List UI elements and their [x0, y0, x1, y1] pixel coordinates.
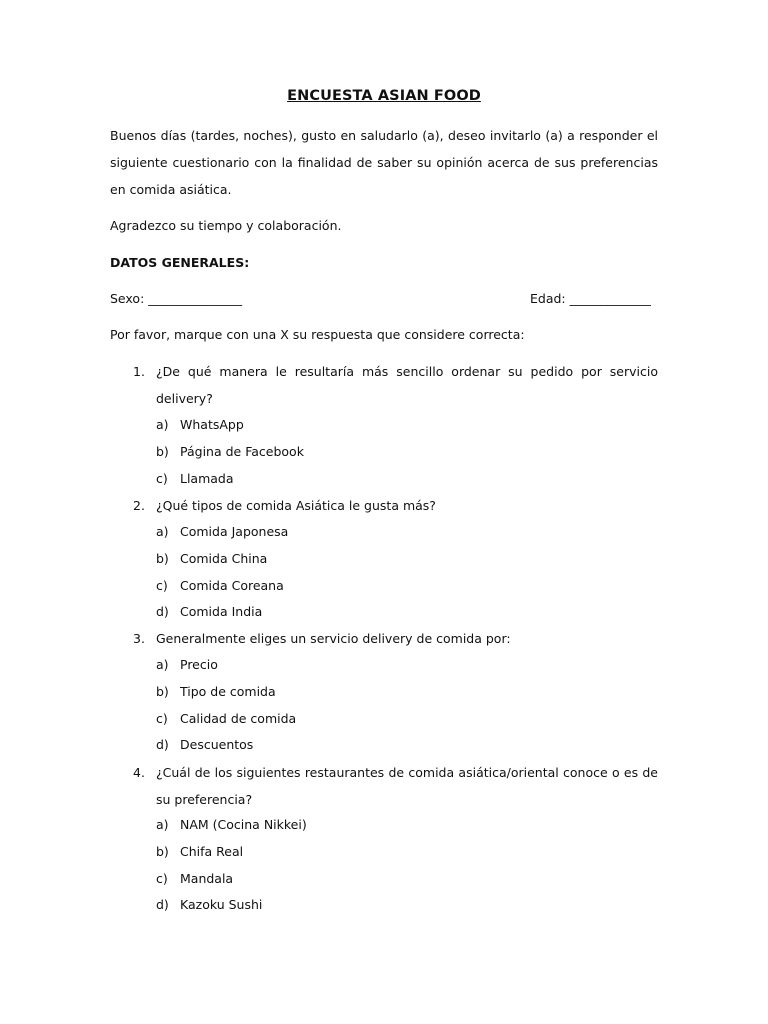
option-text: Comida India — [180, 604, 263, 619]
option-letter: a) — [156, 417, 169, 432]
intro-paragraph: Buenos días (tardes, noches), gusto en saludarlo (a), deseo invitarlo (a) a responder el siguiente cuestionario con la finalidad de saber su opinión acerca de sus preferencias en comida asiática. — [110, 128, 658, 197]
option-letter: c) — [156, 578, 168, 593]
option-text: Descuentos — [180, 737, 254, 752]
question-number: 1. — [133, 364, 145, 379]
document-title: ENCUESTA ASIAN FOOD — [287, 88, 481, 104]
option-letter: c) — [156, 871, 168, 886]
option-letter: a) — [156, 817, 169, 832]
option-text: Calidad de comida — [180, 711, 297, 726]
option-letter: b) — [156, 684, 169, 699]
option-text: Comida China — [180, 551, 268, 566]
option-text: Comida Coreana — [180, 578, 284, 593]
option-letter: a) — [156, 657, 169, 672]
instructions-text: Por favor, marque con una X su respuesta que considere correcta: — [110, 327, 525, 342]
option-text: Kazoku Sushi — [180, 897, 263, 912]
option-text: Llamada — [180, 471, 234, 486]
question-number: 2. — [133, 498, 145, 513]
question-number: 3. — [133, 631, 145, 646]
option-letter: b) — [156, 844, 169, 859]
thanks-text: Agradezco su tiempo y colaboración. — [110, 218, 342, 233]
option-text: Mandala — [180, 871, 234, 886]
option-letter: d) — [156, 897, 169, 912]
option-text: Chifa Real — [180, 844, 244, 859]
option-letter: d) — [156, 604, 169, 619]
option-letter: b) — [156, 551, 169, 566]
question-text: ¿De qué manera le resultaría más sencillo ordenar su pedido por servicio delivery? — [156, 364, 658, 406]
option-text: Página de Facebook — [180, 444, 304, 459]
option-letter: a) — [156, 524, 169, 539]
option-letter: c) — [156, 711, 168, 726]
option-text: Tipo de comida — [180, 684, 276, 699]
edad-field: Edad: _____________ — [530, 291, 651, 306]
sexo-field: Sexo: _______________ — [110, 291, 243, 306]
option-letter: c) — [156, 471, 168, 486]
option-text: WhatsApp — [180, 417, 244, 432]
option-letter: b) — [156, 444, 169, 459]
question-text: Generalmente eliges un servicio delivery de comida por: — [156, 631, 511, 646]
option-text: Precio — [180, 657, 218, 672]
question-number: 4. — [133, 765, 145, 780]
option-letter: d) — [156, 737, 169, 752]
general-data-heading: DATOS GENERALES: — [110, 255, 250, 270]
option-text: Comida Japonesa — [180, 524, 289, 539]
question-text: ¿Qué tipos de comida Asiática le gusta más? — [156, 498, 436, 513]
question-text: ¿Cuál de los siguientes restaurantes de comida asiática/oriental conoce o es de su preferencia? — [156, 765, 658, 807]
option-text: NAM (Cocina Nikkei) — [180, 817, 307, 832]
